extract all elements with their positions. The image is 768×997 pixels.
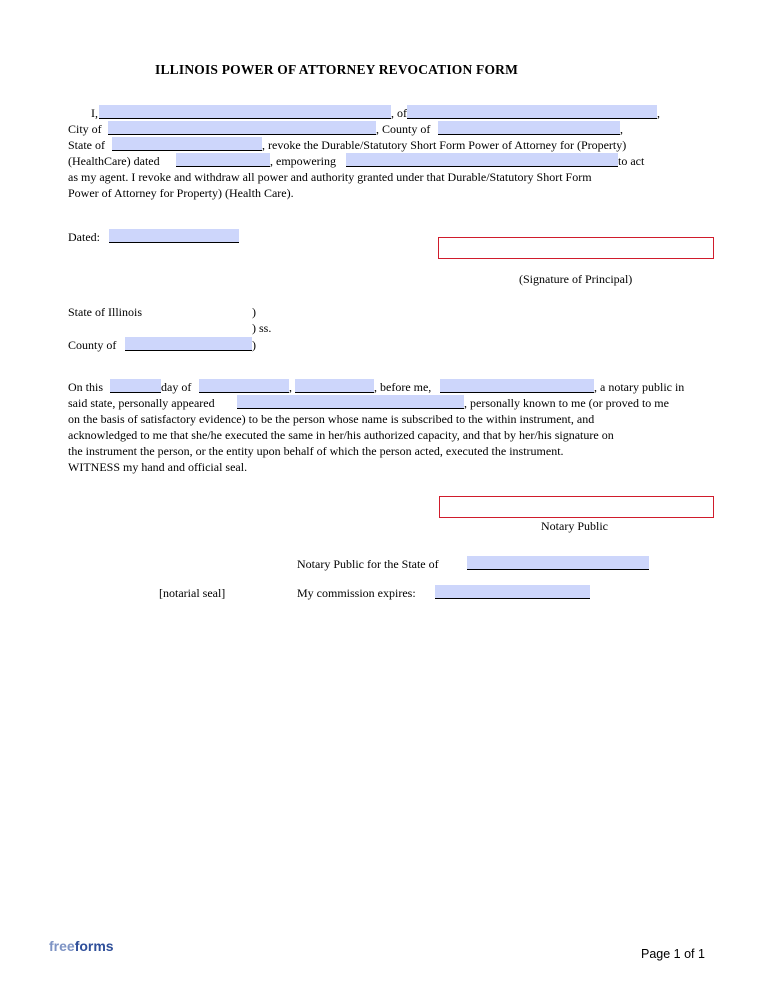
venue-state-label: State of Illinois [68, 305, 142, 319]
label-notary-in: , a notary public in [594, 380, 685, 394]
agent-name-field[interactable] [346, 153, 618, 167]
venue-paren-1: ) [252, 305, 256, 319]
notarial-seal-label: [notarial seal] [159, 586, 226, 600]
signature-principal-label: (Signature of Principal) [519, 272, 633, 286]
principal-name-field[interactable] [99, 105, 391, 119]
label-i: I, [91, 106, 98, 120]
label-state-of: State of [68, 138, 105, 152]
principal-address-field[interactable] [407, 105, 657, 119]
page-number: Page 1 of 1 [641, 947, 705, 961]
venue-county-field[interactable] [125, 337, 252, 351]
revoke-statement-line2: Power of Attorney for Property) (Health Care). [68, 186, 294, 200]
principal-signature-box[interactable] [438, 237, 714, 259]
label-dated: Dated: [68, 230, 100, 244]
revoke-statement-line1: as my agent. I revoke and withdraw all power and authority granted under that Durable/Statutory Short Form [68, 170, 592, 184]
venue-paren-3: ) [252, 338, 256, 352]
notary-state-label: Notary Public for the State of [297, 557, 439, 571]
label-said-state: said state, personally appeared [68, 396, 215, 410]
dated-field[interactable] [109, 229, 239, 243]
label-of: , of [391, 106, 407, 120]
brand-forms: forms [74, 938, 114, 954]
city-field[interactable] [108, 121, 376, 135]
label-on-this: On this [68, 380, 104, 394]
venue-ss: ) ss. [252, 321, 272, 335]
label-county-of: , County of [376, 122, 431, 136]
notary-signature-box[interactable] [439, 496, 714, 518]
notary-day-field[interactable] [110, 379, 161, 393]
notary-state-field[interactable] [467, 556, 649, 570]
notary-year-field[interactable] [295, 379, 374, 393]
commission-label: My commission expires: [297, 586, 416, 600]
form-title: ILLINOIS POWER OF ATTORNEY REVOCATION FORM [155, 62, 519, 77]
label-before-me: , before me, [374, 380, 432, 394]
revoke-text: , revoke the Durable/Statutory Short Form Power of Attorney for (Property) [262, 138, 627, 152]
brand-free: free [49, 938, 75, 954]
notary-name-field[interactable] [440, 379, 594, 393]
label-comma-3: , [289, 380, 292, 394]
venue-county-label: County of [68, 338, 117, 352]
label-empowering: , empowering [270, 154, 336, 168]
label-to-act: to act [618, 154, 645, 168]
notary-text-line6: WITNESS my hand and official seal. [68, 460, 248, 474]
poa-date-field[interactable] [176, 153, 270, 167]
label-comma-2: , [620, 122, 623, 136]
freeforms-logo [49, 938, 114, 954]
label-healthcare-dated: (HealthCare) dated [68, 154, 160, 168]
commission-expires-field[interactable] [435, 585, 590, 599]
label-day-of: day of [161, 380, 192, 394]
state-field[interactable] [112, 137, 262, 151]
notary-month-field[interactable] [199, 379, 289, 393]
notary-public-label: Notary Public [541, 519, 608, 533]
notary-text-line4: acknowledged to me that she/he executed the same in her/his authorized capacity, and that by her/his signature on [68, 428, 614, 442]
label-known-to-me: , personally known to me (or proved to me [464, 396, 669, 410]
appeared-person-field[interactable] [237, 395, 464, 409]
label-city-of: City of [68, 122, 102, 136]
label-comma-1: , [657, 106, 660, 120]
county-field[interactable] [438, 121, 620, 135]
notary-text-line5: the instrument the person, or the entity upon behalf of which the person acted, executed the instrument. [68, 444, 564, 458]
notary-text-line3: on the basis of satisfactory evidence) to be the person whose name is subscribed to the within instrument, and [68, 412, 595, 426]
